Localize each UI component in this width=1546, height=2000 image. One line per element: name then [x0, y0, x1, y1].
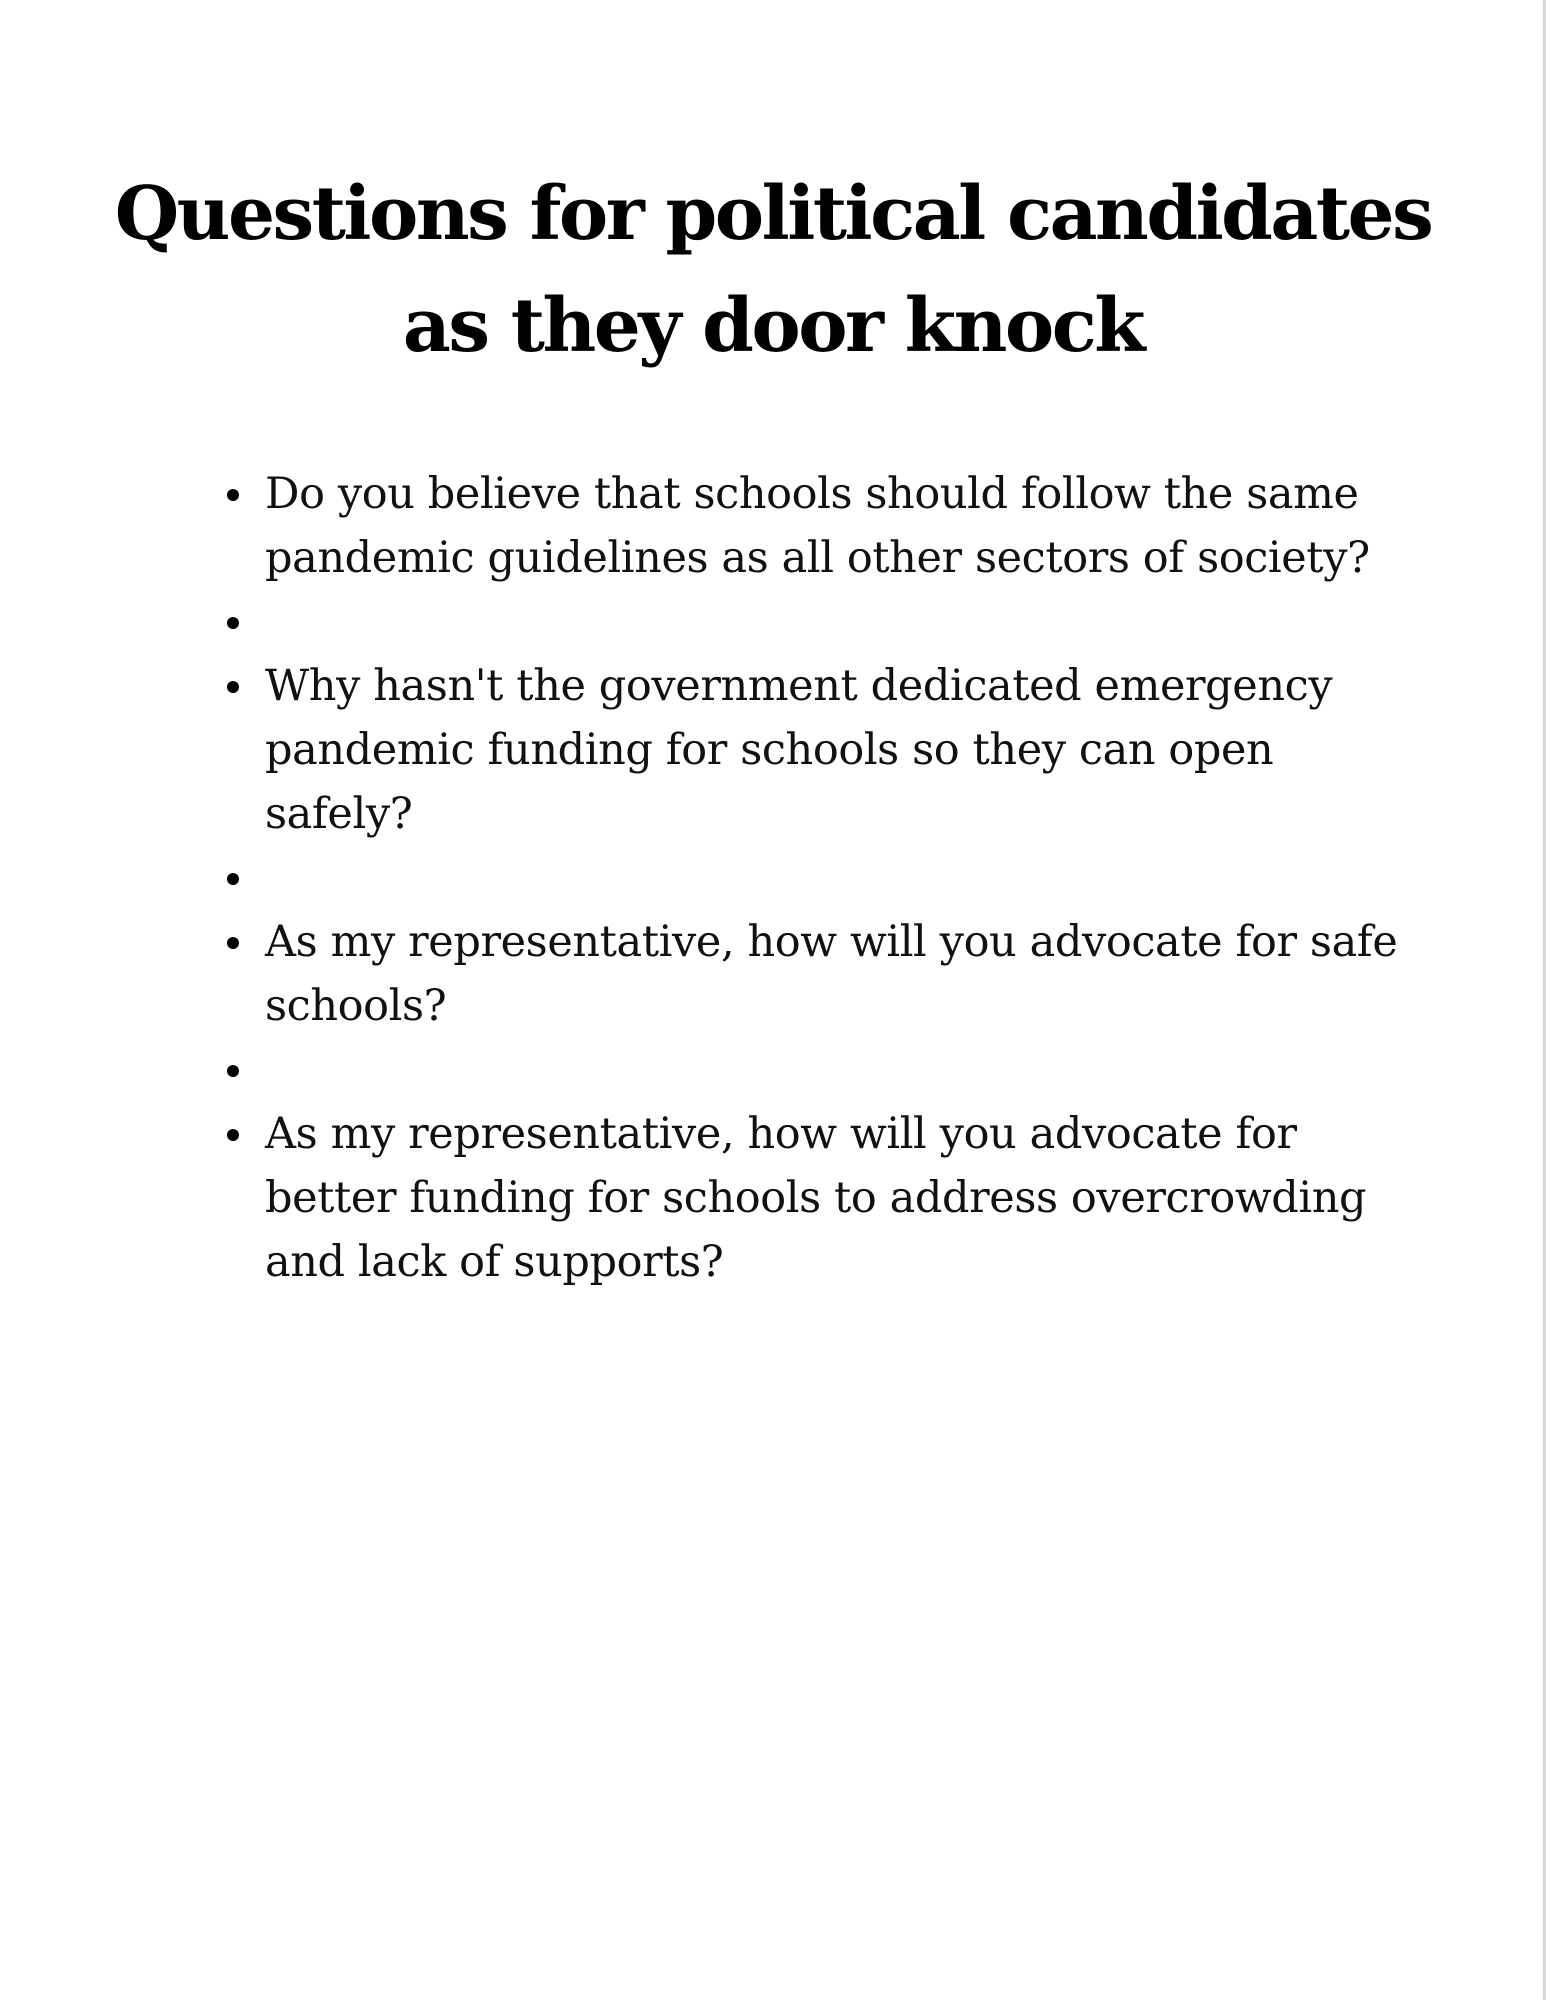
title-line-1: Questions for political candidates	[114, 171, 1432, 257]
question-item: Do you believe that schools should follow the same pandemic guidelines as all other sectors of society?	[225, 462, 1430, 590]
empty-bullet-item	[225, 846, 1430, 910]
page-title	[80, 158, 1466, 382]
question-item: As my representative, how will you advocate for safe schools?	[225, 910, 1430, 1038]
empty-bullet-item	[225, 1038, 1430, 1102]
question-item: Why hasn't the government dedicated emergency pandemic funding for schools so they can open safely?	[225, 654, 1430, 846]
empty-bullet-item	[225, 590, 1430, 654]
title-line-2: as they door knock	[402, 283, 1144, 369]
questions-list	[225, 462, 1430, 1294]
question-item: As my representative, how will you advocate for better funding for schools to address overcrowding and lack of supports?	[225, 1102, 1430, 1294]
